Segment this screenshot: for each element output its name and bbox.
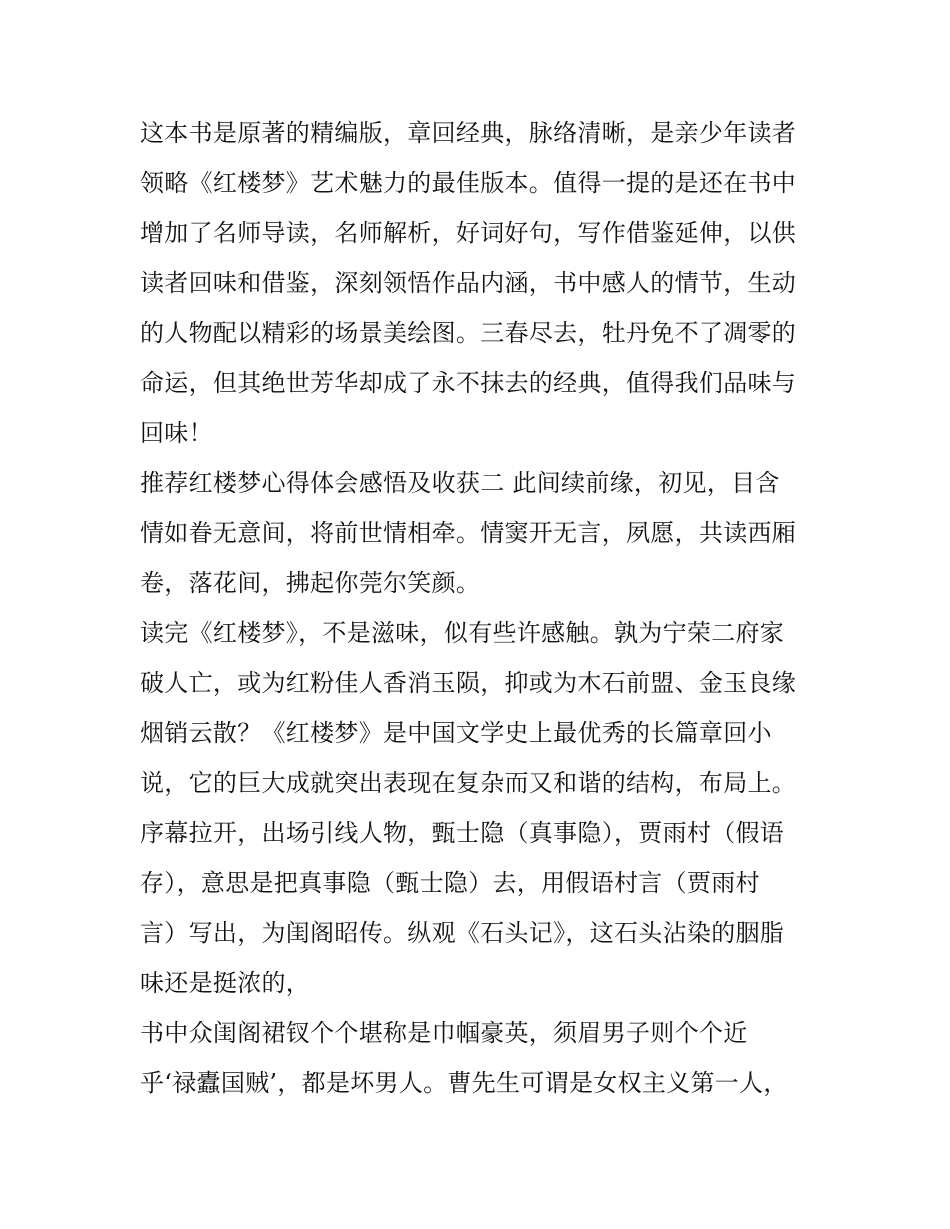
text-line: 增加了名师导读，名师解析，好词好句，写作借鉴延伸，以供 [140, 219, 797, 247]
text-line: 回味！ [140, 419, 213, 447]
text-line: 领略《红楼梦》艺术魅力的最佳版本。值得一提的是还在书中 [140, 169, 797, 197]
document-body [140, 108, 820, 1108]
text-line: 乎‘禄蠹国贼’，都是坏男人。曹先生可谓是女权主义第一人， [140, 1069, 788, 1097]
text-line: 言）写出，为闺阁昭传。纵观《石头记》，这石头沾染的胭脂 [140, 919, 785, 947]
text-line: 卷，落花间，拂起你莞尔笑颜。 [140, 569, 481, 597]
text-line: 读完《红楼梦》，不是滋味，似有些许感触。孰为宁荣二府家 [140, 619, 785, 647]
text-line: 书中众闺阁裙钗个个堪称是巾帼豪英，须眉男子则个个近 [140, 1019, 748, 1047]
text-line: 命运，但其绝世芳华却成了永不抹去的经典，值得我们品味与 [140, 369, 797, 397]
text-line: 破人亡，或为红粉佳人香消玉陨，抑或为木石前盟、金玉良缘 [140, 669, 797, 697]
text-line: 存），意思是把真事隐（甄士隐）去，用假语村言（贾雨村 [140, 869, 760, 897]
text-line: 推荐红楼梦心得体会感悟及收获二 此间续前缘，初见，目含 [140, 469, 780, 497]
text-line: 序幕拉开，出场引线人物，甄士隐（真事隐），贾雨村（假语 [140, 819, 785, 847]
text-line: 味还是挺浓的， [140, 969, 311, 997]
text-line: 情如眷无意间，将前世情相牵。情窦开无言，夙愿，共读西厢 [140, 519, 797, 547]
text-line: 烟销云散？《红楼梦》是中国文学史上最优秀的长篇章回小 [140, 719, 772, 747]
text-line: 说，它的巨大成就突出表现在复杂而又和谐的结构，布局上。 [140, 769, 797, 797]
text-line: 的人物配以精彩的场景美绘图。三春尽去，牡丹免不了凋零的 [140, 319, 797, 347]
text-line: 读者回味和借鉴，深刻领悟作品内涵，书中感人的情节，生动 [140, 269, 797, 297]
text-line: 这本书是原著的精编版，章回经典，脉络清晰，是亲少年读者 [140, 119, 797, 147]
